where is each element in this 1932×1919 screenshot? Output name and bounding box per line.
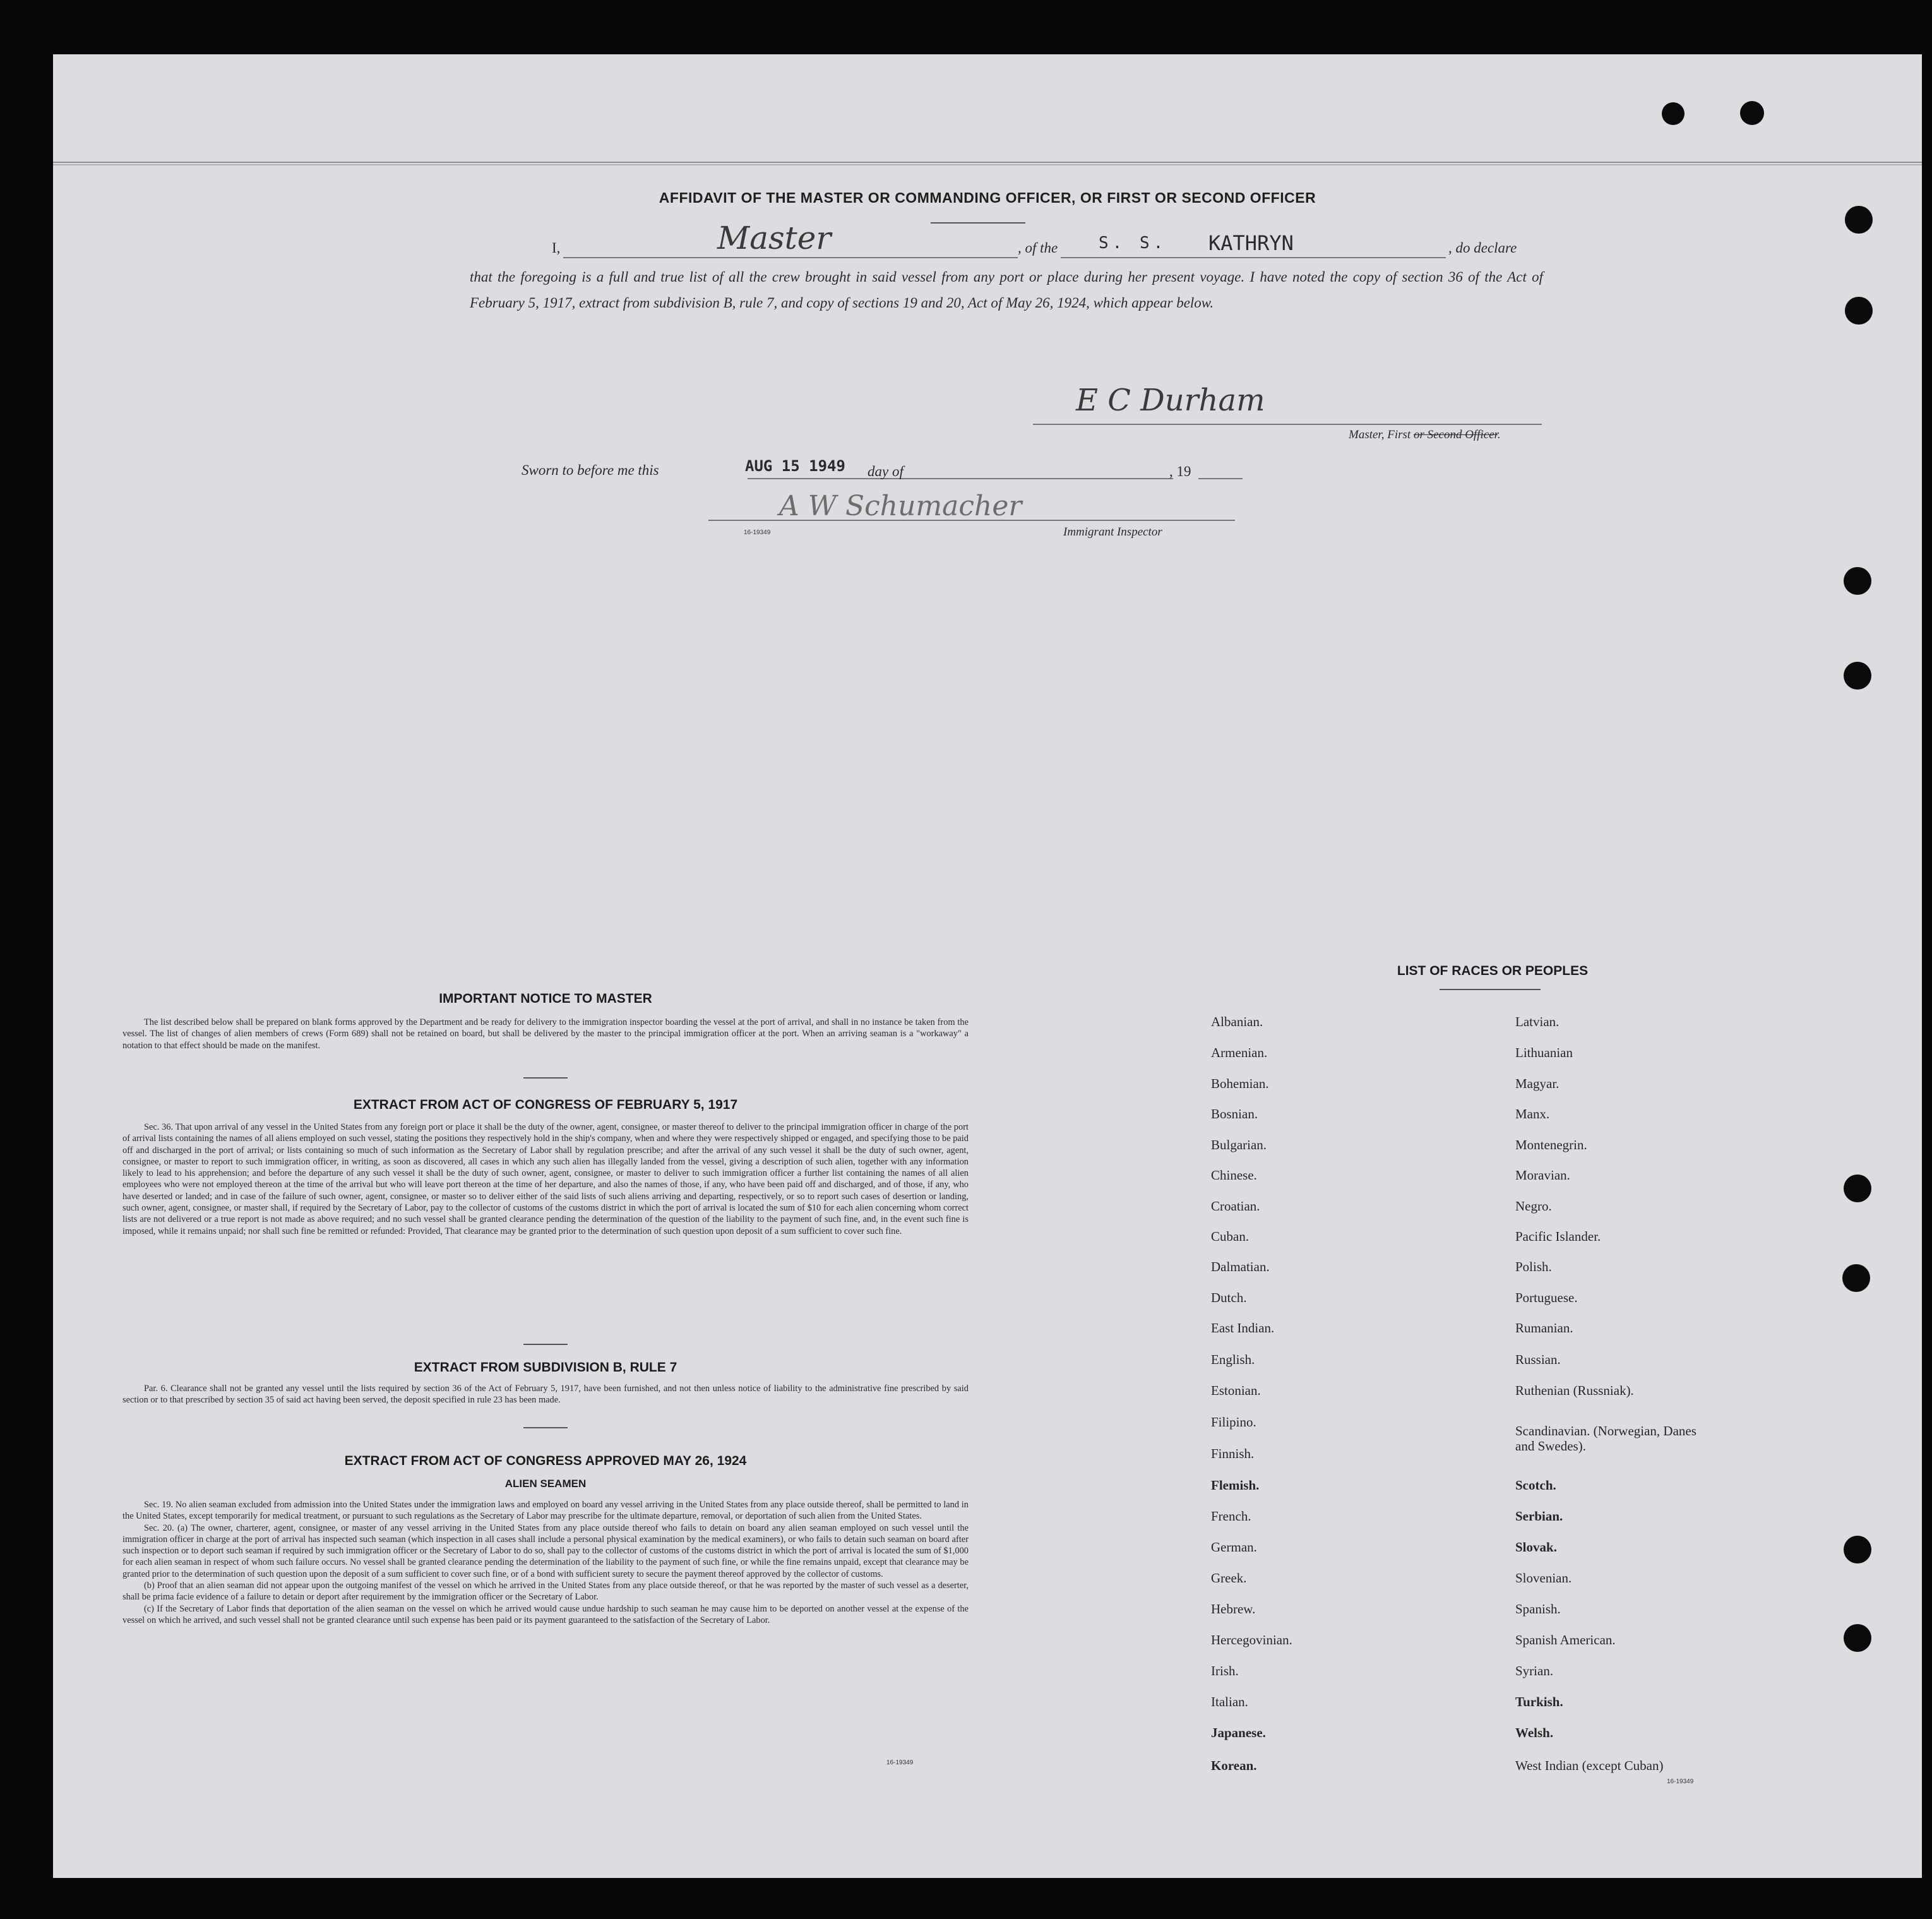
- notice-form-number: 16-19349: [886, 1759, 914, 1766]
- year-blank: [1198, 477, 1243, 479]
- race-item: Japanese.: [1211, 1725, 1266, 1740]
- act1917-body: [122, 1121, 969, 1237]
- vessel-blank: [1061, 256, 1446, 258]
- race-item: Portuguese.: [1515, 1290, 1578, 1305]
- punch-hole: [1844, 567, 1871, 595]
- punch-hole: [1842, 1264, 1870, 1292]
- vessel-prefix: S. S.: [1099, 234, 1167, 253]
- act1924-body: [122, 1499, 969, 1626]
- race-item: Filipino.: [1211, 1414, 1256, 1430]
- of-the-label: , of the: [1018, 240, 1058, 256]
- form-number: 16-19349: [744, 529, 771, 536]
- act1924-title: EXTRACT FROM ACT OF CONGRESS APPROVED MAY 26, 1924: [344, 1454, 747, 1468]
- year-label: , 19: [1169, 463, 1191, 479]
- month-blank: [918, 477, 1173, 479]
- declaration-text: that the foregoing is a full and true list of all the crew brought in said vessel from any port or place during her present voyage. I have noted the copy of section 36 of the Act of February 5, 1917, extract from subdivision B, rule 7, and copy of sections 19 and 20, Act of May 26, 1924, which appear below.: [470, 269, 1543, 311]
- punch-hole: [1844, 1624, 1871, 1652]
- punch-hole: [1845, 297, 1873, 325]
- race-item: Polish.: [1515, 1259, 1552, 1274]
- race-item: Chinese.: [1211, 1168, 1257, 1183]
- sec19-text: Sec. 19. No alien seaman excluded from admission into the United States under the immigration laws and employed on board any vessel arriving in the United States from any place outside thereof, shall be permitted to land in the United States, except temporarily for medical treatment, or pursuant to such regulations as the Secretary of Labor may prescribe for the ultimate departure, removal, or deportation of such alien from the United States.: [122, 1500, 969, 1522]
- act1924-overline: [523, 1427, 568, 1428]
- race-item: Italian.: [1211, 1694, 1248, 1709]
- race-item: West Indian (except Cuban): [1515, 1758, 1664, 1773]
- race-item: Greek.: [1211, 1570, 1247, 1586]
- race-item: East Indian.: [1211, 1320, 1275, 1336]
- race-item: Serbian.: [1515, 1509, 1563, 1524]
- declarant-label: I,: [552, 240, 561, 256]
- race-item: Bosnian.: [1211, 1106, 1258, 1121]
- race-item: Hebrew.: [1211, 1601, 1256, 1617]
- race-item: French.: [1211, 1509, 1251, 1524]
- inspector-signature: A W Schumacher: [779, 490, 1022, 522]
- race-item: Welsh.: [1515, 1725, 1554, 1740]
- top-rule: [53, 162, 1922, 163]
- sec20c-text: (c) If the Secretary of Labor finds that deportation of the alien seaman on the vessel on which he arrived would cause undue hardship to such seaman he may cause him to be deported on another vessel at the expense of the vessel on which he arrived, and such vessel shall not be granted clearance until such expense has been paid or its payment guaranteed to the satisfaction of the Secretary of Labor.: [122, 1603, 969, 1625]
- master-signature-line: [1033, 423, 1542, 425]
- race-item: Rumanian.: [1515, 1320, 1573, 1336]
- race-item: Cuban.: [1211, 1229, 1249, 1244]
- inspector-signature-line: [708, 519, 1235, 521]
- master-caption: [1349, 428, 1501, 442]
- race-item: Croatian.: [1211, 1199, 1260, 1214]
- inspector-caption: Immigrant Inspector: [1063, 525, 1162, 539]
- vessel-name: KATHRYN: [1208, 231, 1294, 255]
- punch-hole: [1844, 1536, 1871, 1563]
- race-item: Armenian.: [1211, 1045, 1268, 1060]
- race-item: Lithuanian: [1515, 1045, 1573, 1060]
- name-blank: [563, 256, 1018, 258]
- races-form-number: 16-19349: [1667, 1778, 1694, 1785]
- sec20a-text: Sec. 20. (a) The owner, charterer, agent, consignee, or master of any vessel arriving in the United States from any place outside thereof who fails to detain on board any alien seaman employed on such vessel until the immigration officer in charge at the port of arrival has inspected such seaman (which inspection in all cases shall include a personal physical examination by the medical examiners), or who fails to detain such seaman on board after such inspection or to deport such seaman if required by such immigration officer or the Secretary of Labor to do so, shall pay to the collector of customs of the customs district in which the port of arrival is located the sum of $1,000 for each alien seaman in respect of whom such failure occurs. No vessel shall be granted clearance pending the determination of the liability to the payment of such fine, or while the fine remains unpaid, except that clearance may be granted prior to the determination of such question upon the deposit of a sum sufficient to cover such fine, or of a bond with sufficient surety to secure the payment thereof approved by the collector of customs.: [122, 1522, 969, 1579]
- race-item: German.: [1211, 1539, 1257, 1555]
- race-item: Korean.: [1211, 1758, 1257, 1773]
- race-item: Spanish.: [1515, 1601, 1561, 1617]
- race-item: Scotch.: [1515, 1478, 1556, 1493]
- alien-seamen-heading: ALIEN SEAMEN: [504, 1478, 587, 1490]
- race-item: Ruthenian (Russniak).: [1515, 1383, 1634, 1398]
- race-item: Negro.: [1515, 1199, 1552, 1214]
- race-item: Manx.: [1515, 1106, 1550, 1121]
- race-item: Dalmatian.: [1211, 1259, 1270, 1274]
- race-item: Hercegovinian.: [1211, 1632, 1292, 1647]
- race-item: Pacific Islander.: [1515, 1229, 1601, 1244]
- punch-hole: [1740, 101, 1764, 125]
- races-title: LIST OF RACES OR PEOPLES: [1397, 964, 1589, 978]
- top-rule-secondary: [53, 164, 1922, 165]
- punch-hole: [1662, 102, 1685, 125]
- declarant-name: Master: [717, 220, 832, 256]
- notice-intro-text: The list described below shall be prepared on blank forms approved by the Department and be ready for delivery to the immigration inspector boarding the vessel at the port of arrival, and shall in no instance be taken from the vessel. The list of changes of alien members of crews (Form 689) shall not be retained on board, but shall be delivered by the master to the principal immigration officer at the port. When an arriving seaman is a "workaway" a notation to that effect should be made on the manifest.: [122, 1017, 969, 1051]
- race-item: Slovenian.: [1515, 1570, 1572, 1586]
- races-underline: [1440, 989, 1541, 990]
- master-caption-text: Master, First: [1349, 428, 1411, 441]
- race-item: Moravian.: [1515, 1168, 1570, 1183]
- title-underline: [931, 222, 1025, 224]
- race-item: Montenegrin.: [1515, 1137, 1587, 1152]
- race-item: Dutch.: [1211, 1290, 1247, 1305]
- rule7-body: [122, 1383, 969, 1406]
- race-item: Russian.: [1515, 1352, 1561, 1367]
- rule7-text: Par. 6. Clearance shall not be granted any vessel until the lists required by section 36 of the Act of February 5, 1917, have been furnished, and not then unless notice of liability to the administrative fine prescribed by said section or to that prescribed by section 35 of said act having been served, the deposit specified in rule 23 has been made.: [122, 1384, 969, 1406]
- race-item: Turkish.: [1515, 1694, 1563, 1709]
- date-stamp: AUG 15 1949: [745, 457, 845, 475]
- race-item: Estonian.: [1211, 1383, 1261, 1398]
- race-item: Magyar.: [1515, 1076, 1559, 1091]
- punch-hole: [1844, 1175, 1871, 1202]
- race-item: Albanian.: [1211, 1014, 1263, 1029]
- affidavit-title: AFFIDAVIT OF THE MASTER OR COMMANDING OFFICER, OR FIRST OR SECOND OFFICER: [659, 189, 1316, 206]
- race-item: Spanish American.: [1515, 1632, 1616, 1647]
- punch-hole: [1845, 206, 1873, 234]
- race-item: Syrian.: [1515, 1663, 1554, 1678]
- rule7-overline: [523, 1344, 568, 1345]
- act1917-underline: [523, 1077, 568, 1079]
- master-signature: E C Durham: [1076, 383, 1265, 418]
- race-item: Latvian.: [1515, 1014, 1559, 1029]
- punch-hole: [1844, 662, 1871, 690]
- race-item: Irish.: [1211, 1663, 1239, 1678]
- act1917-title: EXTRACT FROM ACT OF CONGRESS OF FEBRUARY 5, 1917: [353, 1097, 738, 1112]
- act1917-text: Sec. 36. That upon arrival of any vessel in the United States from any foreign port or place it shall be the duty of the owner, agent, consignee, or master thereof to deliver to the principal immigration officer in charge of the port of arrival lists containing the names of all aliens employed on such vessel, stating the positions they respectively hold in the ship's company, when and where they were respectively shipped or engaged, and specifying those to be paid off and discharged in the port of arrival; or lists containing so much of such information as the Secretary of Labor shall by regulation prescribe; and after the arrival of any such vessel it shall be the duty of such owner, agent, consignee, or master to report to such immigration officer, in writing, as soon as discovered, all cases in which any such alien has illegally landed from the vessel, giving a description of such alien, together with any information likely to lead to his apprehension; and before the departure of any such vessel it shall be the duty of such owner, agent, consignee, or master to deliver to such immigration officer a further list containing the names of all alien employees who were not employed thereon at the time of the arrival but who will leave port thereon at the time of her departure, and also the names of those, if any, who have been paid off and discharged, and of those, if any, who have deserted or landed; and in case of the failure of such owner, agent, consignee, or master so to deliver either of the said lists of such aliens arriving and departing, respectively, or so to report such cases of desertion or landing, such owner, agent, consignee, or master shall, if required by the Secretary of Labor, pay to the collector of customs of the customs district in which the port of arrival is located the sum of $10 for each alien concerning whom correct lists are not delivered or a true report is not made as above required; and no such vessel shall be granted clearance pending the determination of the question of the liability to the payment of such fine, and, in the event such fine is imposed, while it remains unpaid; nor shall such fine be remitted or refunded: Provided, That clearance may be granted prior to the determination of such question upon deposit of a sum sufficient to cover such fine.: [122, 1122, 969, 1236]
- sworn-label: Sworn to before me this: [522, 462, 659, 478]
- notice-title: IMPORTANT NOTICE TO MASTER: [439, 991, 652, 1006]
- race-item: Finnish.: [1211, 1446, 1255, 1461]
- document-page: [53, 54, 1922, 1878]
- master-caption-end: .: [1497, 428, 1501, 441]
- race-item: Slovak.: [1515, 1539, 1557, 1555]
- race-item: Bohemian.: [1211, 1076, 1269, 1091]
- sec20b-text: (b) Proof that an alien seaman did not appear upon the outgoing manifest of the vessel on which he arrived in the United States from any place outside thereof, or that he was reported by the master of such vessel as a deserter, shall be prima facie evidence of a failure to detain or deport after requirement by the immigration officer or the Secretary of Labor.: [122, 1581, 969, 1603]
- race-item: English.: [1211, 1352, 1255, 1367]
- race-item: Flemish.: [1211, 1478, 1260, 1493]
- master-caption-struck: or Second Officer: [1413, 428, 1498, 441]
- do-declare-label: , do declare: [1448, 240, 1517, 256]
- rule7-title: EXTRACT FROM SUBDIVISION B, RULE 7: [414, 1360, 677, 1375]
- race-item: Scandinavian. (Norwegian, Danes and Swedes).: [1515, 1423, 1696, 1454]
- race-item: Bulgarian.: [1211, 1137, 1267, 1152]
- notice-intro: [122, 1017, 969, 1051]
- day-of-label: day of: [868, 463, 903, 479]
